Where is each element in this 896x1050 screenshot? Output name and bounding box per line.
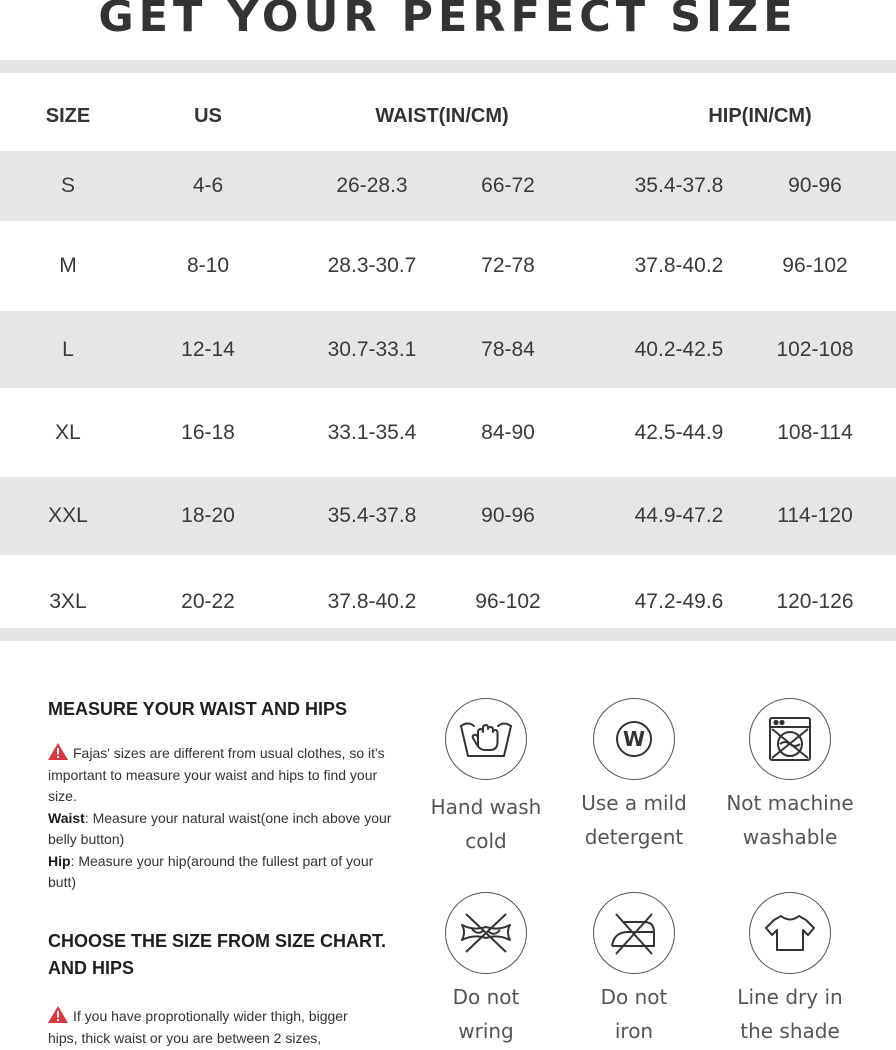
cell-waist-in: 37.8-40.2	[327, 589, 417, 613]
cell-us: 16-18	[181, 420, 235, 444]
care-item	[715, 892, 865, 1048]
cell-hip-in: 47.2-49.6	[634, 589, 724, 613]
choose-instructions	[48, 1006, 408, 1049]
cell-waist-cm: 78-84	[481, 337, 535, 361]
header-waist: WAIST(IN/CM)	[375, 104, 509, 127]
care-label-line: Use a mild	[581, 791, 687, 815]
care-item	[411, 892, 561, 1048]
choose-text-line2: hips, thick waist or you are between 2 sizes,	[48, 1029, 322, 1046]
cell-us: 20-22	[181, 589, 235, 613]
cell-size: XL	[55, 420, 81, 444]
header-hip: HIP(IN/CM)	[708, 104, 812, 127]
care-label-line: Do not	[452, 985, 520, 1009]
care-label-line: washable	[742, 825, 838, 849]
cell-size: M	[59, 254, 77, 277]
table-row	[0, 311, 896, 388]
choose-heading-line1: CHOOSE THE SIZE FROM SIZE CHART.	[48, 931, 387, 951]
cell-us: 18-20	[181, 504, 235, 527]
care-label-line: wring	[458, 1019, 514, 1043]
measure-instructions	[48, 743, 393, 894]
cell-size: L	[62, 337, 74, 361]
size-chart-table	[0, 73, 896, 648]
warning-icon	[48, 743, 68, 760]
care-label-line: the shade	[740, 1019, 840, 1043]
choose-heading	[48, 928, 386, 982]
care-label-line: iron	[614, 1019, 654, 1043]
table-header-row	[0, 73, 896, 151]
care-item	[411, 698, 561, 858]
cell-hip-cm: 108-114	[777, 420, 853, 444]
table-row	[0, 477, 896, 555]
care-label-line: detergent	[584, 825, 684, 849]
table-row	[0, 221, 896, 311]
care-label-line: cold	[465, 829, 507, 853]
cell-waist-cm: 84-90	[481, 420, 535, 444]
care-item	[715, 698, 865, 854]
cell-size: S	[60, 174, 75, 197]
cell-waist-in: 30.7-33.1	[327, 337, 417, 361]
page-title: GET YOUR PERFECT SIZE	[98, 0, 798, 42]
cell-waist-cm: 66-72	[481, 174, 535, 197]
care-label	[715, 980, 865, 1048]
care-item	[559, 892, 709, 1048]
care-label	[559, 786, 709, 854]
cell-waist-in: 28.3-30.7	[327, 254, 417, 277]
choose-heading-line2: AND HIPS	[48, 958, 135, 978]
care-label-line: Do not	[600, 985, 668, 1009]
hip-text: : Measure your hip(around the fullest part of your butt)	[48, 852, 374, 890]
cell-hip-in: 42.5-44.9	[634, 420, 724, 444]
cell-us: 12-14	[181, 337, 235, 361]
cell-hip-cm: 102-108	[776, 337, 854, 361]
waist-text: : Measure your natural waist(one inch above your belly button)	[48, 809, 392, 847]
cell-hip-cm: 96-102	[782, 254, 848, 277]
cell-hip-in: 35.4-37.8	[634, 174, 724, 197]
cell-hip-in: 44.9-47.2	[634, 504, 724, 527]
cell-size: 3XL	[49, 589, 87, 613]
cell-waist-cm: 90-96	[481, 504, 535, 527]
no-machine-wash-icon	[749, 698, 831, 780]
cell-waist-cm: 72-78	[481, 254, 535, 277]
hand-wash-icon	[445, 698, 527, 780]
care-label-line: Line dry in	[737, 985, 843, 1009]
table-row	[0, 388, 896, 477]
header-size: SIZE	[45, 104, 91, 127]
cell-hip-cm: 120-126	[776, 589, 854, 613]
header-us: US	[194, 104, 222, 127]
care-label	[411, 980, 561, 1048]
cell-hip-cm: 90-96	[788, 174, 842, 197]
cell-us: 8-10	[186, 254, 230, 277]
care-label	[411, 790, 561, 858]
cell-hip-in: 37.8-40.2	[634, 254, 724, 277]
care-item	[559, 698, 709, 854]
measure-intro: Fajas' sizes are different from usual clothes, so it's important to measure your waist and hips to find your size.	[48, 745, 385, 804]
care-label	[559, 980, 709, 1048]
cell-waist-in: 26-28.3	[336, 174, 408, 197]
line-dry-shade-icon	[749, 892, 831, 974]
cell-waist-in: 33.1-35.4	[327, 420, 417, 444]
svg-text:W: W	[622, 727, 646, 751]
cell-us: 4-6	[192, 174, 224, 197]
care-label-line: Hand wash	[430, 795, 542, 819]
mild-detergent-icon	[593, 698, 675, 780]
bottom-divider	[0, 628, 896, 641]
warning-icon	[48, 1006, 68, 1023]
do-not-iron-icon	[593, 892, 675, 974]
waist-label: Waist	[48, 809, 85, 826]
do-not-wring-icon	[445, 892, 527, 974]
measure-heading: MEASURE YOUR WAIST AND HIPS	[48, 699, 348, 719]
cell-waist-cm: 96-102	[475, 589, 541, 613]
cell-hip-in: 40.2-42.5	[634, 337, 724, 361]
cell-waist-in: 35.4-37.8	[327, 504, 417, 527]
choose-text-line1: If you have proprotionally wider thigh, bigger	[73, 1008, 348, 1024]
cell-hip-cm: 114-120	[777, 504, 853, 527]
care-label	[715, 786, 865, 854]
care-label-line: Not machine	[726, 791, 854, 815]
hip-label: Hip	[48, 852, 71, 869]
cell-size: XXL	[48, 504, 88, 527]
table-row	[0, 151, 896, 221]
top-divider	[0, 60, 896, 73]
